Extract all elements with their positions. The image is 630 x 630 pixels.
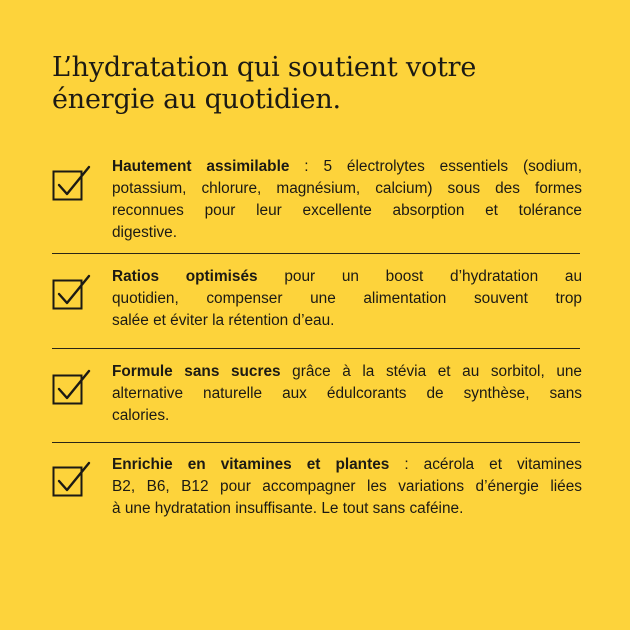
benefit-title: Hautement assimilable (112, 158, 290, 175)
checkbox-checked-icon (52, 367, 92, 407)
divider (52, 442, 580, 443)
checkbox-checked-icon (52, 459, 92, 499)
page-title-line-1: L’hydratation qui soutient votre (52, 52, 477, 83)
benefit-text: Ratios optimisés pour un boost d’hydratation au quotidien, compenser une alimentation souvent trop salée et éviter la rétention d’eau. (112, 268, 583, 329)
divider (52, 253, 580, 254)
benefit-text: Enrichie en vitamines et plantes : acérola et vitamines B2, B6, B12 pour accompagner les variations d’énergie liées à une hydratation insuffisante. Le tout sans caféine. (112, 456, 582, 517)
benefit-title: Enrichie en vitamines et plantes (112, 456, 390, 473)
benefit-item-vitamines (52, 454, 582, 524)
benefit-text: Formule sans sucres grâce à la stévia et au sorbitol, une alternative naturelle aux édulcorants de synthèse, sans calories. (112, 363, 582, 424)
checkbox-checked-icon (52, 163, 92, 203)
benefit-title: Ratios optimisés (112, 268, 258, 285)
checkbox-checked-icon (52, 272, 92, 312)
benefit-item-sans-sucres (52, 361, 582, 431)
benefit-title: Formule sans sucres (112, 363, 281, 380)
benefit-item-ratios (52, 266, 582, 336)
benefit-text: Hautement assimilable : 5 électrolytes essentiels (sodium, potassium, chlorure, magnésium, calcium) sous des formes reconnues pour leur excellente absorption et tolérance digestive. (112, 158, 583, 241)
divider (52, 348, 580, 349)
page-title (52, 52, 592, 116)
page-title-line-2: énergie au quotidien. (52, 84, 341, 115)
benefit-item-assimilable (52, 156, 582, 246)
